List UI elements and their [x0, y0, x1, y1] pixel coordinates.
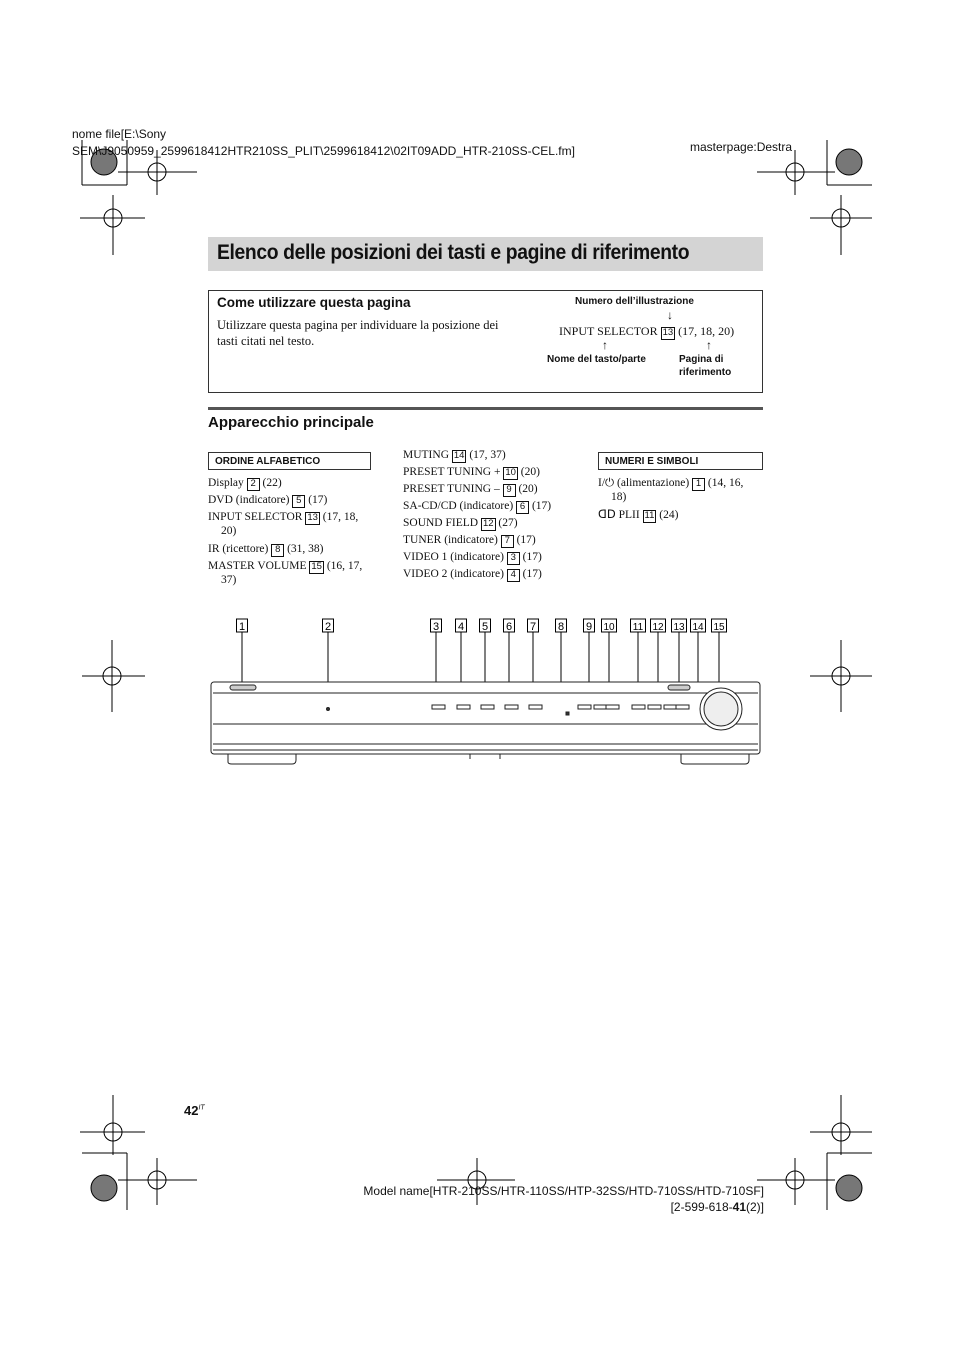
item-pages: (24)	[659, 509, 679, 521]
callout-label: 7	[529, 621, 537, 633]
list-item	[208, 509, 383, 526]
item-name: (alimentazione)	[617, 477, 690, 489]
list-item	[208, 558, 383, 575]
file-info-line1: nome file[E:\Sony	[72, 127, 167, 141]
device-illustration	[200, 612, 770, 772]
page-title-bar	[208, 237, 763, 271]
item-name: VIDEO 2 (indicatore)	[403, 568, 504, 580]
down-arrow: ↓	[667, 308, 673, 322]
item-name: MUTING	[403, 449, 449, 461]
item-name: MASTER VOLUME	[208, 560, 307, 572]
page-number	[184, 1103, 205, 1118]
page-lang: IT	[198, 1104, 205, 1112]
item-pages: (17)	[522, 551, 542, 563]
label-illustration-number: Numero dell’illustrazione	[575, 296, 694, 307]
callout-label: 8	[557, 621, 565, 633]
item-name: PRESET TUNING –	[403, 483, 500, 495]
item-num: 3	[507, 552, 520, 565]
file-info	[72, 126, 575, 160]
footer-code-bold: 41	[732, 1200, 746, 1214]
item-name: VIDEO 1 (indicatore)	[403, 551, 504, 563]
callout-label: 14	[692, 622, 704, 633]
item-name: INPUT SELECTOR	[208, 511, 303, 523]
how-to-heading: Come utilizzare questa pagina	[217, 295, 411, 310]
item-num: 6	[516, 501, 529, 514]
device-button	[606, 705, 619, 709]
callout-label: 6	[505, 621, 513, 633]
item-pages: (17)	[516, 534, 536, 546]
item-num: 2	[247, 478, 260, 491]
item-pages: (14, 16,	[707, 477, 744, 489]
item-num: 7	[501, 535, 514, 548]
list-item	[403, 447, 593, 464]
item-name: DVD (indicatore)	[208, 494, 290, 506]
item-pages: (17, 37)	[469, 449, 506, 461]
device-button	[481, 705, 494, 709]
item-pages: (22)	[262, 477, 282, 489]
item-pages-cont: 18)	[611, 491, 627, 503]
list-item	[598, 475, 768, 492]
section-title: Apparecchio principale	[208, 414, 374, 431]
file-info-line2: SEM\J9050959_2599618412HTR210SS_PLIT\2599618412\02IT09ADD_HTR-210SS-CEL.fm]	[72, 144, 575, 158]
display-dot	[327, 708, 330, 711]
device-button	[664, 705, 677, 709]
list-item	[403, 515, 593, 532]
callout-label: 11	[632, 622, 644, 633]
item-pages: (17, 18,	[322, 511, 359, 523]
item-name: PLII	[618, 509, 640, 521]
list-item	[208, 541, 383, 558]
device-button	[529, 705, 542, 709]
alpha-column-1	[208, 475, 383, 590]
alpha-heading: ORDINE ALFABETICO	[208, 452, 371, 470]
item-name: PRESET TUNING +	[403, 466, 501, 478]
list-item	[208, 492, 383, 509]
item-num: 1	[692, 478, 705, 491]
callout-label: 3	[432, 621, 440, 633]
item-pages: (17)	[531, 500, 552, 512]
footer-code-suffix: (2)]	[746, 1200, 764, 1214]
item-pages: (27)	[498, 517, 518, 529]
item-pages: (31, 38)	[287, 543, 324, 555]
item-num: 11	[644, 510, 655, 521]
item-name: Display	[208, 477, 244, 489]
example-num: 13	[662, 327, 674, 338]
item-num: 13	[307, 512, 318, 523]
list-item	[403, 481, 593, 498]
item-symbol: ᗡᗞ	[598, 509, 616, 521]
list-item	[598, 507, 768, 524]
device-button	[578, 705, 591, 709]
item-num: 14	[453, 450, 465, 461]
list-item	[403, 549, 593, 566]
item-pages: (20)	[518, 483, 538, 495]
item-num: 15	[311, 561, 322, 572]
item-name: TUNER (indicatore)	[403, 534, 498, 546]
item-symbol: I/⏻	[598, 477, 615, 489]
item-num: 9	[503, 484, 516, 497]
item-name: IR (ricettore)	[208, 543, 269, 555]
callout-label: 13	[673, 622, 685, 633]
list-item	[403, 566, 593, 583]
example-pages: (17, 18, 20)	[678, 324, 735, 338]
page-title: Elenco delle posizioni dei tasti e pagine di riferimento	[217, 241, 690, 264]
masterpage-label: masterpage:Destra	[690, 140, 793, 154]
how-to-box	[208, 290, 763, 393]
item-pages-cont: 20)	[221, 525, 237, 537]
item-pages: (20)	[520, 466, 540, 478]
item-num: 12	[482, 518, 494, 529]
label-ref-page-line2: riferimento	[679, 367, 732, 378]
item-pages-cont: 37)	[221, 574, 237, 586]
list-item	[208, 475, 383, 492]
up-arrow-right: ↑	[706, 338, 712, 352]
example-name: INPUT SELECTOR	[559, 324, 658, 338]
device-button	[676, 705, 689, 709]
device-button	[594, 705, 607, 709]
callout-label: 9	[585, 621, 593, 633]
up-arrow-left: ↑	[602, 338, 608, 352]
alpha-column-2	[403, 447, 593, 583]
item-num: 10	[505, 467, 516, 478]
device-button	[505, 705, 518, 709]
item-pages: (17)	[522, 568, 542, 580]
how-to-body: Utilizzare questa pagina per individuare la posizione dei tasti citati nel testo.	[217, 318, 499, 348]
callout-label: 15	[713, 622, 725, 633]
device-button	[432, 705, 445, 709]
list-item	[403, 532, 593, 549]
footer-model: Model name[HTR-210SS/HTR-110SS/HTP-32SS/HTD-710SS/HTD-710SF]	[363, 1184, 764, 1198]
symbols-heading: NUMERI E SIMBOLI	[598, 452, 763, 470]
callout-label: 2	[324, 621, 332, 633]
item-name: SOUND FIELD	[403, 517, 479, 529]
callout-label: 12	[652, 622, 664, 633]
callout-label: 1	[238, 621, 246, 633]
callout-label: 5	[481, 621, 489, 633]
device-button	[457, 705, 470, 709]
symbols-column	[598, 475, 768, 524]
item-num: 5	[292, 495, 305, 508]
item-num: 8	[271, 544, 284, 557]
label-part-name: Nome del tasto/parte	[547, 354, 646, 365]
item-pages: (16, 17,	[326, 560, 363, 572]
section-rule	[208, 407, 763, 410]
ir-sensor	[566, 712, 569, 715]
callout-label: 10	[603, 622, 615, 633]
list-item	[403, 498, 593, 515]
item-name: SA-CD/CD (indicatore)	[403, 500, 514, 512]
item-pages: (17)	[308, 494, 328, 506]
footer-code-prefix: [2-599-618-	[670, 1200, 733, 1214]
label-ref-page	[679, 353, 731, 379]
footer-code	[671, 1199, 764, 1216]
page-number-value: 42	[184, 1103, 199, 1118]
device-button	[648, 705, 661, 709]
callout-label: 4	[457, 621, 465, 633]
list-item	[403, 464, 593, 481]
device-button	[632, 705, 645, 709]
item-num: 4	[507, 569, 520, 582]
label-ref-page-line1: Pagina di	[679, 354, 724, 365]
